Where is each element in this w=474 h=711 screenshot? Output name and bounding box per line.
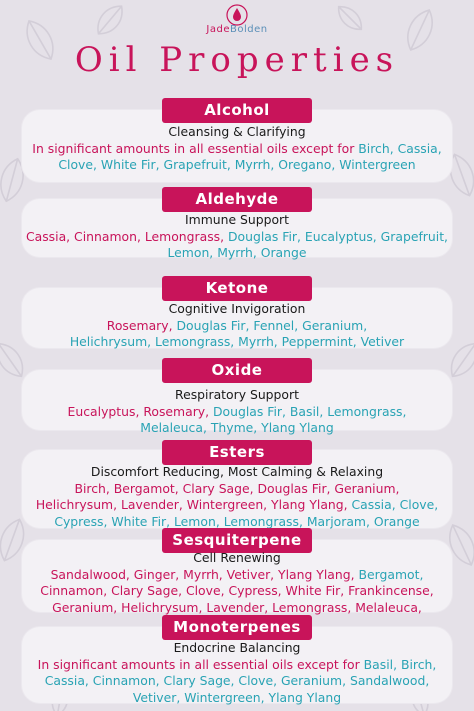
section-heading-esters: Esters	[162, 440, 312, 465]
oil-list-line	[22, 420, 452, 437]
oil-names-other: Douglas Fir, Eucalyptus, Grapefruit,	[227, 228, 448, 244]
oil-names-other: Melaleuca, Thyme, Ylang Ylang	[140, 420, 334, 435]
oil-list-line	[22, 567, 452, 584]
section-body-alcohol	[22, 124, 452, 174]
oil-names-high: Sandalwood, Ginger, Myrrh, Vetiver, Ylang Ylang,	[50, 566, 359, 582]
oil-list-line	[22, 497, 452, 514]
oil-names-other: Vetiver, Wintergreen, Ylang Ylang	[132, 689, 342, 705]
oil-names-high: Cassia, Cinnamon, Lemongrass,	[25, 228, 228, 244]
section-subtitle: Cell Renewing	[193, 550, 281, 565]
oil-names-other: Douglas Fir, Fennel, Geranium,	[176, 317, 368, 333]
oil-names-high: Birch, Bergamot, Clary Sage, Douglas Fir, Geranium,	[74, 480, 400, 496]
oil-names-other: Helichrysum, Lemongrass, Myrrh, Peppermint, Vetiver	[69, 334, 405, 349]
oil-names-other: Basil, Birch,	[363, 656, 437, 672]
section-heading-aldehyde: Aldehyde	[162, 187, 312, 212]
oil-names-other: Bergamot,	[358, 566, 424, 582]
oil-names-other: Cassia, Clove,	[351, 497, 439, 512]
oil-list-line	[22, 673, 452, 690]
oil-names-other: Clove, White Fir, Grapefruit, Myrrh, Oregano, Wintergreen	[58, 157, 416, 172]
oil-list-line	[22, 141, 452, 158]
oil-list-line	[22, 657, 452, 674]
page-title: Oil Properties	[74, 40, 400, 80]
oil-names-other: Douglas Fir, Basil, Lemongrass,	[213, 403, 407, 419]
oil-names-other: Lemon, Myrrh, Orange	[167, 245, 307, 260]
brand-first: Jade	[206, 24, 230, 35]
oil-names-other: Cypress, White Fir, Lemon, Lemongrass, Marjoram, Orange	[54, 513, 420, 529]
section-subtitle: Discomfort Reducing, Most Calming & Relaxing	[90, 464, 384, 479]
oil-names-high: In significant amounts in all essential oils except for	[32, 140, 359, 156]
oil-names-high: Helichrysum, Lavender, Wintergreen, Ylang Ylang,	[35, 497, 352, 512]
oil-names-high: In significant amounts in all essential oils except for	[37, 656, 364, 672]
oil-list-line	[22, 481, 452, 498]
oil-list-line	[22, 245, 452, 262]
oil-list-line	[22, 404, 452, 421]
section-heading-monoterpenes: Monoterpenes	[162, 615, 312, 640]
oil-names-high: Eucalyptus, Rosemary,	[67, 403, 213, 419]
oil-list-line	[22, 583, 452, 600]
section-heading-ketone: Ketone	[162, 276, 312, 301]
oil-list-line	[22, 690, 452, 707]
section-body-ketone	[22, 301, 452, 351]
section-body-sesquiterpene	[22, 550, 452, 616]
oil-names-other: Birch, Cassia,	[358, 140, 442, 156]
oil-list-line	[22, 229, 452, 246]
section-body-monoterpenes	[22, 640, 452, 706]
section-subtitle: Cognitive Invigoration	[168, 301, 306, 316]
section-heading-sesquiterpene: Sesquiterpene	[162, 528, 312, 553]
oil-list-line	[22, 318, 452, 335]
section-subtitle: Immune Support	[184, 212, 290, 227]
section-body-oxide	[22, 387, 452, 437]
oil-list-line	[22, 334, 452, 351]
section-heading-oxide: Oxide	[162, 358, 312, 383]
oil-names-other: Cassia, Cinnamon, Clary Sage, Clove, Geranium, Sandalwood,	[44, 673, 430, 688]
oil-names-high: Cinnamon, Clary Sage, Clove, Cypress, White Fir, Frankincense,	[40, 583, 434, 598]
section-subtitle: Cleansing & Clarifying	[168, 124, 306, 139]
section-body-aldehyde	[22, 212, 452, 262]
section-heading-alcohol: Alcohol	[162, 98, 312, 123]
brand-second: Bolden	[229, 24, 268, 35]
section-subtitle: Endocrine Balancing	[173, 640, 301, 655]
section-body-esters	[22, 464, 452, 530]
oil-list-line	[22, 600, 452, 617]
oil-names-high: Geranium, Helichrysum, Lavender, Lemongrass, Melaleuca,	[52, 599, 422, 615]
section-subtitle: Respiratory Support	[175, 387, 299, 402]
oil-list-line	[22, 157, 452, 174]
oil-names-high: Rosemary,	[106, 317, 177, 333]
